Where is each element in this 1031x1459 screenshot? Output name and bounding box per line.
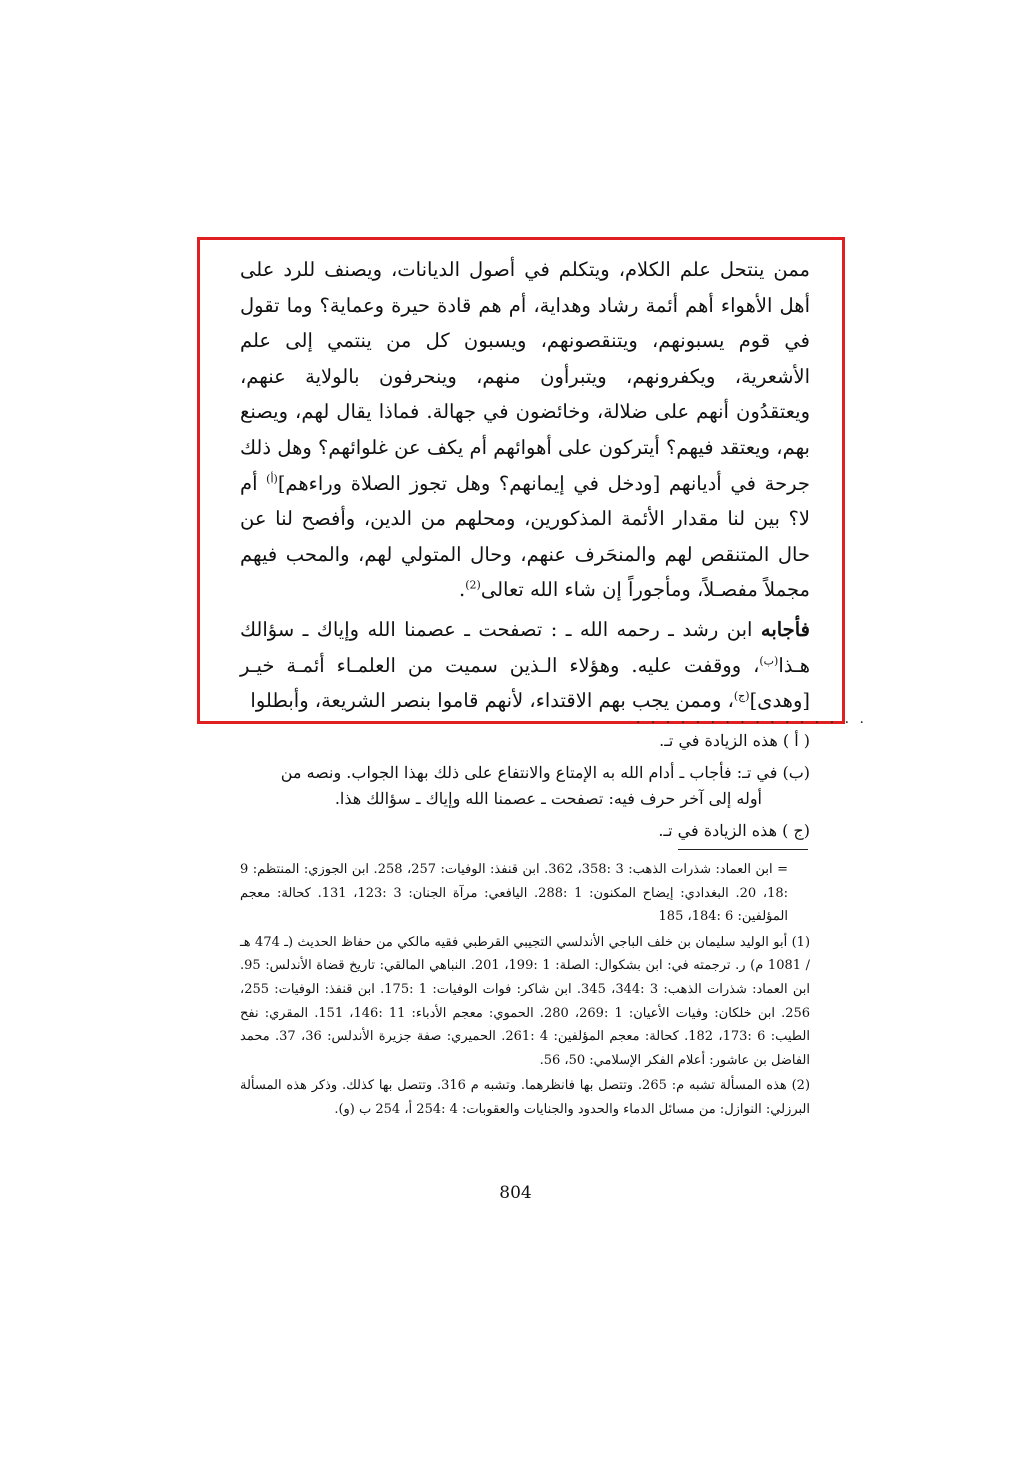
answer-text-1: ابن رشد ـ رحمه الله ـ : تصفحت ـ عصمنا الله وإياك ـ سؤالك هـذا bbox=[240, 617, 810, 677]
footnote-marker-a: (أ) bbox=[266, 472, 278, 486]
footnote-continuation: = ابن العماد: شذرات الذهب: 3 :358، 362. ابن قنفذ: الوفيات: 257، 258. ابن الجوزي: المنتظم: 9 :18، 20. البغدادي: إيضاح المكنون: 1 :288. اليافعي: مرآة الجنان: 3 :123، 131. كحالة: معجم المؤلفين: 6 :184، 185 bbox=[240, 862, 789, 925]
answer-text-3: ، وممن يجب بهم الاقتداء، لأنهم قاموا بنصر الشريعة، وأبطلوا bbox=[250, 689, 734, 713]
variant-note-a: ( أ ) هذه الزيادة في تـ. bbox=[659, 731, 810, 750]
answer-paragraph bbox=[240, 612, 810, 719]
question-text: ممن ينتحل علم الكلام، ويتكلم في أصول الديانات، ويصنف للرد على أهل الأهواء أهم أئمة رشاد وهداية، أم هم قادة حيرة وعماية؟ وما تقول في قوم يسبونهم، ويتنقصونهم، ويسبون كل من ينتمي إلى علم الأشعرية، ويكفرونهم، ويتبرأون منهم، وينحرفون بالولاية عنهم، ويعتقدُون أنهم على ضلالة، وخائضون في جهالة. فماذا يقال لهم، ويصنع بهم، ويعتقد فيهم؟ أيتركون على أهوائهم أم يكف عن غلوائهم؟ وهل ذلك جرحة في أديانهم [ودخل في إيمانهم؟ وهل تجوز الصلاة وراءهم] bbox=[240, 258, 810, 495]
footnote-marker-c: (ج) bbox=[733, 689, 750, 703]
answer-lead: فأجابه bbox=[760, 617, 810, 641]
footnote-2: (2) هذه المسألة تشبه م: 265. وتتصل بها فانظرهما. وتشبه م 316. وتتصل بها كذلك. وذكر هذه المسألة البرزلي: النوازل: من مسائل الدماء والحدود والجنايات والعقوبات: 4 :254 أ، 254 ب (و). bbox=[240, 1078, 811, 1117]
variant-note-c: (ج ) هذه الزيادة في تـ. bbox=[658, 821, 810, 840]
footnotes bbox=[240, 858, 810, 1124]
footnote-marker-b: (ب) bbox=[759, 654, 779, 668]
question-text-end: . bbox=[459, 578, 466, 602]
main-text bbox=[240, 252, 810, 719]
variant-note-b-cont: أوله إلى آخر حرف فيه: تصفحت ـ عصمنا الله وإياك ـ سؤالك هذا. bbox=[334, 789, 762, 808]
question-paragraph bbox=[240, 252, 810, 608]
footnote-marker-2: (2) bbox=[465, 578, 481, 592]
footnote-rule bbox=[678, 849, 808, 850]
variant-note-b: (ب) في تـ: فأجاب ـ أدام الله به الإمتاع والانتفاع على ذلك بهذا الجواب. ونصه من bbox=[280, 763, 810, 782]
footnote-1: (1) أبو الوليد سليمان بن خلف الباجي الأندلسي التجيبي القرطبي فقيه مالكي من حفاظ الحديث (ـ 474 هـ / 1081 م) ر. ترجمته في: ابن بشكوال: الصلة: 1 :199، 201. النباهي المالقي: تاريخ قضاة الأندلس: 95. ابن العماد: شذرات الذهب: 3 :344، 345. ابن شاكر: فوات الوفيات: 1 :175. ابن قنفذ: الوفيات: 255، 256. ابن خلكان: وفيات الأعيان: 1 :269، 280. الحموي: معجم الأدباء: 11 :146، 151. المقري: نفح الطيب: 6 :173، 182. كحالة: معجم المؤلفين: 4 :261. الحميري: صفة جزيرة الأندلس: 36، 37. محمد الفاضل بن عاشور: أعلام الفكر الإسلامي: 50، 56. bbox=[240, 934, 811, 1068]
question-text-cont: أم لا؟ بين لنا مقدار الأئمة المذكورين، ومحلهم من الدين، وأفصح لنا عن حال المتنقص لهم والمنحَرف عنهم، وحال المتولي لهم، والمحب فيهم مجملاً مفصـلاً، ومأجوراً إن شاء الله تعالى bbox=[240, 471, 810, 602]
answer-text-2: ، ووقفت عليه. وهؤلاء الـذين سميت من العلمـاء أئمـة خيـر [وهدى] bbox=[240, 653, 810, 713]
separator-dots: . . . . . . . . . . . . . . . . bbox=[636, 711, 867, 727]
page-number: 804 bbox=[499, 1183, 532, 1203]
variant-notes bbox=[240, 728, 810, 850]
